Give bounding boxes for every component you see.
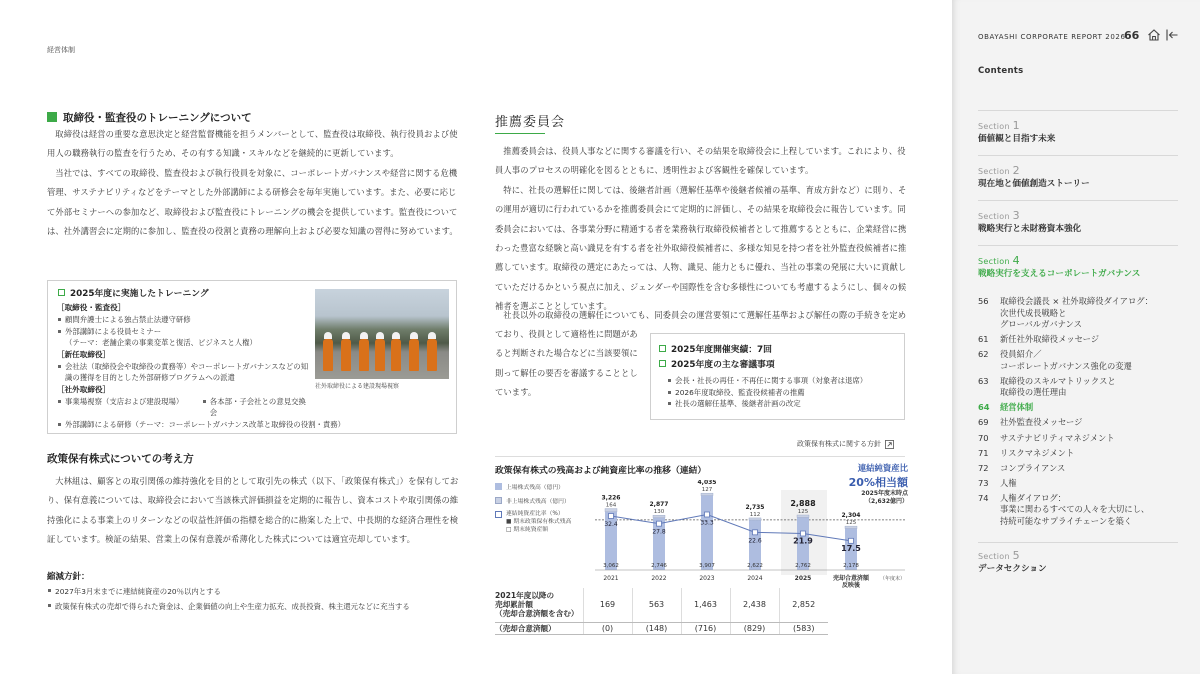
ratio-label: 17.5: [841, 543, 861, 553]
training-groups: [57, 302, 346, 430]
meetings-count: 2025年度開催実績：7回: [659, 342, 772, 355]
listed-label: 3,062: [603, 563, 619, 569]
toc-item-title: 取締役のスキルマトリックスと 取締役の選任理由: [1000, 375, 1116, 398]
toc-item-title: 取締役会議長 × 社外取締役ダイアログ： 次世代成長戦略と グローバルガバナンス: [1000, 296, 1153, 329]
ratio-point: [609, 514, 614, 519]
training-heading-text: 取締役・監査役のトレーニングについて: [63, 112, 252, 124]
policy-label: 縮減方針：: [47, 572, 90, 582]
page-number: 66: [1124, 29, 1140, 42]
nomination-paragraph-3-line1: 社長以外の取締役の選解任についても、同委員会の運営要領にて選解任基準および解任の際の手続きを定め: [503, 310, 907, 320]
agenda-title: 2025年度の主な審議事項: [659, 357, 775, 370]
nomination-body-top: [495, 142, 907, 317]
legend-ratio: 連結純資産比率（%） ■ 期末政策保有株式残高 □ 期末純資産額: [506, 511, 572, 533]
toc-item[interactable]: [978, 349, 1193, 372]
toc-item[interactable]: [978, 334, 1193, 346]
toc-item-title: 人権: [1000, 477, 1017, 488]
callout-line3: 2025年度末時点 （2,632億円）: [861, 490, 908, 505]
toc-item-page: 74: [978, 492, 989, 503]
table-row-label: （売却合意済額）: [495, 622, 583, 634]
photo-caption: 社外取締役による建設現場視察: [315, 383, 400, 390]
toc-item-title: コンプライアンス: [1000, 462, 1066, 473]
x-tick-label: 2022: [651, 575, 667, 582]
x-tick-label: 2021: [603, 575, 619, 582]
toc-section-3[interactable]: Section 3 戦略実行と未財務資本強化: [978, 209, 1082, 234]
toc-item[interactable]: [978, 448, 1193, 460]
divider: [978, 155, 1178, 156]
toc-item[interactable]: [978, 376, 1193, 399]
table-cell: (716): [681, 622, 730, 634]
shares-body: [47, 472, 459, 550]
bar-unlisted: [605, 509, 617, 512]
listed-label: 2,178: [843, 563, 859, 569]
bar-unlisted: [749, 518, 761, 520]
list-item: 2027年3月末までに連結純資産の20％以内とする: [47, 585, 459, 600]
list-item: 外部講師による役員セミナー （テーマ：老舗企業の事業変革と復活、ビジネスと人権）: [57, 326, 312, 349]
legend-listed: 上場株式残高（億円）: [506, 485, 564, 491]
nomination-paragraph-2: 特に、社長の選解任に関しては、後継者計画（選解任基準や後継者候補の基準、育成方針など）に則り、その運用が適切に行われているかを推薦委員会にて定期的に評価し、その結果を取締役会に報告しています。同委員会においては、各事業分野に精通する者を業務執行取締役候補者として推薦するとともに、企業経営に携わった豊富な経験と高い識見を有する者を社外取締役候補者に、多様な知見を持つ者を社外監査役候補者に推薦しています。取締役の選定にあたっては、人物、識見、能力ともに優れ、当社の事業の発展に大いに貢献していただけるかという視点に加え、ジェンダーや国際性を含む多様性についても考慮するようにし、個々の候補者を選ぶこととしています。: [495, 184, 907, 312]
table-cell: (583): [779, 622, 828, 634]
toc-item-page: 70: [978, 432, 989, 443]
table-cell: (0): [583, 622, 632, 634]
unlisted-label: 130: [653, 509, 665, 516]
training-box: [47, 280, 457, 434]
ratio-label: 27.8: [652, 528, 666, 536]
shares-paragraph: 大林組は、顧客との取引関係の維持強化を目的として取引先の株式（以下、「政策保有株式」）を保有しており、保有意義については、取締役会において当該株式評価損益を定期的に報告し、資本コストや取引関係の維持強化による事業上のリターンなどの収益性評価の指標を総合的に勘案した上で、中長期的な経済合理性を検証しています。検証の結果、営業上の保有意義が希薄化した株式については適宜売却しています。: [47, 476, 459, 545]
nomination-heading: 推薦委員会: [495, 115, 566, 130]
toc-item-page: 72: [978, 462, 989, 473]
ratio-label: 33.3: [700, 519, 714, 527]
group-label: ［新任取締役］: [57, 349, 111, 359]
ratio-label: 21.9: [793, 536, 813, 546]
bar-unlisted: [701, 493, 713, 495]
toc-item-page: 56: [978, 296, 989, 306]
unlisted-label: 125: [845, 520, 857, 527]
training-body: [47, 125, 459, 241]
list-item: 会長・社長の再任・不再任に関する事項（対象者は退席）: [667, 375, 902, 387]
toc-item-title: リスクマネジメント: [1000, 447, 1075, 458]
x-tick-label: 売却合意済額反映後: [832, 575, 870, 589]
square-bullet-icon: [58, 289, 65, 296]
unlisted-label: 127: [701, 487, 713, 494]
unlisted-label: 164: [605, 502, 617, 509]
square-bullet-icon: [659, 360, 666, 367]
ratio-point: [657, 521, 662, 526]
table-cell: 1,463: [681, 588, 730, 622]
ratio-label: 22.6: [748, 537, 762, 545]
toc-item-title: 役員紹介／ コーポレートガバナンス強化の変遷: [1000, 349, 1132, 371]
list-item: 社長の選解任基準、後継者計画の改定: [667, 398, 902, 410]
divider: [978, 110, 1178, 111]
unlisted-label: 112: [749, 511, 761, 518]
callout-line1: 連結純資産比: [857, 463, 908, 473]
toc-item-title: 経営体制: [1000, 402, 1034, 413]
table-cell: 2,438: [730, 588, 779, 622]
divider: [978, 542, 1178, 543]
training-paragraph-1: 取締役は経営の重要な意思決定と経営監督機能を担うメンバーとして、監査役は取締役、執行役員および使用人の職務執行の監査を行うため、その有する知識・スキルなどを継続的に更新しています。: [47, 129, 458, 159]
toc-section-4[interactable]: Section 4 戦略実行を支えるコーポレートガバナンス: [978, 254, 1141, 279]
table-cell: (829): [730, 622, 779, 634]
agenda-list: [667, 375, 902, 410]
ratio-point: [753, 530, 758, 535]
nomination-paragraph-3-rest: ており、役員として適格性に問題があると判断された場合などに当該要領に則って解任の要否を審議することとしています。: [495, 329, 638, 398]
nomination-box: [650, 333, 905, 420]
training-heading: [47, 110, 252, 125]
table-cell: 563: [632, 588, 681, 622]
link-divider: [495, 456, 905, 457]
toc-section-2[interactable]: Section 2 現在地と価値創造ストーリー: [978, 164, 1090, 189]
group-label: ［取締役・監査役］: [57, 303, 126, 312]
toc-section-5[interactable]: Section 5 データセクション: [978, 549, 1047, 574]
list-item: 外部講師による研修（テーマ：コーポレートガバナンス改革と取締役の役割・責務）: [57, 419, 457, 431]
toc-item-page: 69: [978, 417, 989, 428]
list-item: 各本部・子会社との意見交換会: [202, 396, 312, 419]
chart-title: 政策保有株式の残高および純資産比率の推移（連結）: [495, 466, 707, 476]
total-label: 4,035: [697, 480, 717, 487]
total-label: 2,877: [649, 501, 669, 509]
unlisted-label: 125: [797, 509, 809, 516]
toc-item[interactable]: [978, 296, 1193, 331]
toc-item[interactable]: [978, 417, 1193, 429]
nomination-paragraph-1: 推薦委員会は、役員人事などに関する審議を行い、その結果を取締役会に上程しています。これにより、役員人事のプロセスの明確化を図るとともに、透明性および客観性を確保しています。: [495, 146, 906, 176]
toc-items: [978, 296, 1193, 531]
shares-policy-link[interactable]: [797, 439, 894, 449]
sales-table: [495, 588, 828, 635]
toc-item-page: 64: [978, 402, 990, 413]
shares-heading: 政策保有株式についての考え方: [47, 453, 194, 465]
total-label: 3,226: [601, 494, 621, 502]
table-row-label: 2021年度以降の 売却累計額 （売却合意済額を含む）: [495, 588, 583, 622]
toc-item-title: 社外監査役メッセージ: [1000, 417, 1083, 428]
toc-item[interactable]: [978, 433, 1193, 445]
toc-item-title: 新任社外取締役メッセージ: [1000, 334, 1100, 345]
home-icon[interactable]: [1147, 28, 1161, 42]
bar-unlisted: [797, 515, 809, 517]
ratio-point: [849, 538, 854, 543]
section-label: 経営体制: [47, 46, 75, 54]
contents-label: Contents: [978, 66, 1024, 76]
toc-item[interactable]: [978, 493, 1193, 528]
x-tick-label: 2023: [699, 575, 715, 582]
training-paragraph-2: 当社では、すべての取締役、監査役および執行役員を対象に、コーポレートガバナンスや経営に関する危機管理、サステナビリティなどをテーマとした外部講師による研修会を毎年実施しています。また、必要に応じて外部セミナーへの参加など、取締役および監査役にトレーニングの機会を提供しています。監査役については、社外講習会に定期的に参加し、監査役の役割と責務の理解向上および必要な知識の習得に努めています。: [47, 167, 458, 237]
table-row: [495, 588, 828, 622]
green-square-icon: [47, 112, 57, 122]
toc-item-page: 62: [978, 349, 989, 360]
listed-label: 2,762: [795, 563, 811, 569]
list-item: 会社法（取締役会や取締役の責務等）やコーポレートガバナンスなどの知識の獲得を目的とした外部研修プログラムへの派遣: [57, 361, 312, 384]
site-visit-photo: [315, 289, 449, 379]
back-icon[interactable]: [1165, 28, 1179, 42]
bar-unlisted: [845, 526, 857, 528]
list-item: 顧問弁護士による独占禁止法遵守研修: [57, 314, 312, 326]
list-item: 2026年度取締役、監査役候補者の推薦: [667, 387, 902, 399]
toc-item[interactable]: [978, 478, 1193, 490]
x-tick-label: 2024: [747, 575, 763, 582]
toc-item-page: 63: [978, 375, 989, 386]
external-link-icon: [885, 440, 894, 449]
divider: [978, 245, 1178, 246]
total-label: 2,304: [841, 512, 861, 520]
ratio-label: 32.4: [604, 521, 618, 528]
callout-line2: 20%相当額: [848, 476, 908, 489]
list-item: 事業場視察（支店および建設現場）: [57, 396, 182, 419]
table-row: [495, 622, 828, 634]
table-cell: 169: [583, 588, 632, 622]
shares-chart: [495, 480, 910, 595]
listed-label: 2,746: [651, 563, 667, 569]
divider: [978, 200, 1178, 201]
listed-label: 3,907: [699, 563, 715, 569]
square-bullet-icon: [659, 345, 666, 352]
ratio-point: [801, 531, 806, 536]
toc-item[interactable]: [978, 402, 1193, 414]
group-label: ［社外取締役］: [57, 384, 111, 394]
toc-item[interactable]: [978, 463, 1193, 475]
brand-title: OBAYASHI CORPORATE REPORT 2026: [978, 33, 1126, 41]
ratio-point: [705, 512, 710, 517]
total-label: 2,735: [745, 503, 765, 511]
table-cell: (148): [632, 622, 681, 634]
contents-sidebar: [952, 0, 1200, 674]
toc-item-title: 人権ダイアログ： 事業に関わるすべての人々を大切にし、 持続可能なサプライチェーンを築く: [1000, 492, 1150, 526]
bar-listed: [701, 496, 713, 570]
policy-list: [47, 585, 459, 614]
total-label: 2,888: [790, 499, 816, 509]
toc-item-page: 61: [978, 334, 989, 345]
x-tick-label: 2025: [794, 575, 812, 582]
bar-unlisted: [653, 515, 665, 517]
legend-unlisted: 非上場株式残高（億円）: [506, 499, 570, 505]
list-item: 政策保有株式の売却で得られた資金は、企業価値の向上や生産力拡充、成長投資、株主還元などに充当する: [47, 600, 459, 615]
toc-item-page: 71: [978, 447, 989, 458]
unit-note: （年度末）: [879, 576, 905, 582]
heading-rule: [495, 133, 545, 134]
shares-policy-link-text: 政策保有株式に関する方針: [797, 440, 881, 448]
training-box-title: 2025年度に実施したトレーニング: [58, 286, 209, 299]
toc-item-title: サステナビリティマネジメント: [1000, 432, 1115, 443]
toc-section-1[interactable]: Section 1 価値観と目指す未来: [978, 119, 1056, 144]
listed-label: 2,622: [747, 563, 763, 569]
toc-item-page: 73: [978, 477, 989, 488]
table-cell: 2,852: [779, 588, 828, 622]
